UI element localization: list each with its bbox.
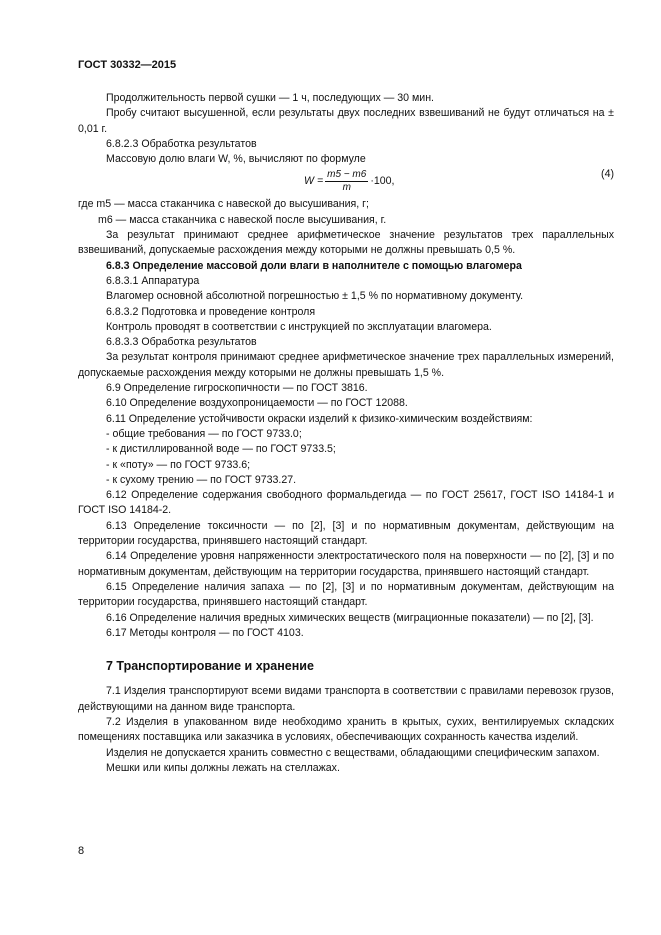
paragraph: 6.8.3.2 Подготовка и проведение контроля [106, 305, 316, 318]
paragraph: 6.14 Определение уровня напряженности электростатического поля на поверхности — по [2], [3] и по нормативным документам, действующим на территории государства, принявшего настоящий стандарт. [78, 550, 614, 578]
paragraph: Мешки или кипы должны лежать на стеллажах. [106, 761, 340, 774]
document-header: ГОСТ 30332—2015 [78, 59, 177, 71]
formula [304, 169, 394, 194]
equation-number: (4) [601, 168, 614, 181]
paragraph: 6.13 Определение токсичности — по [2], [3] и по нормативным документам, действующим на территории государства, принявшего настоящий стандарт. [78, 519, 614, 548]
paragraph: 6.8.3.1 Аппаратура [106, 274, 200, 287]
paragraph: Продолжительность первой сушки — 1 ч, последующих — 30 мин. [106, 92, 434, 104]
paragraph: 6.16 Определение наличия вредных химических веществ (миграционные показатели) — по [2], [3]. [106, 611, 594, 624]
document-body [78, 91, 614, 776]
formula-tail: ·100, [370, 175, 395, 188]
formula-numerator: m5 − m6 [327, 169, 367, 181]
section-heading: 7 Транспортирование и хранение [106, 659, 314, 674]
paragraph: Влагомер основной абсолютной погрешностью ± 1,5 % по нормативному документу. [106, 290, 524, 303]
variable-definition: m6 — масса стаканчика с навеской после высушивания, г. [98, 213, 387, 226]
paragraph: 7.2 Изделия в упакованном виде необходимо хранить в крытых, сухих, вентилируемых складских помещениях поставщика или заказчика в условиях, обеспечивающих сохранность качества изделий. [78, 715, 614, 744]
paragraph: Пробу считают высушенной, если результаты двух последних взвешиваний не будут отличаться на ± 0,01 г. [78, 107, 614, 135]
paragraph: Массовую долю влаги W, %, вычисляют по формуле [106, 153, 366, 166]
formula-denominator: m [342, 182, 351, 194]
paragraph: 6.11 Определение устойчивости окраски изделий к физико-химическим воздействиям: [106, 412, 533, 425]
paragraph: 6.10 Определение воздухопроницаемости — по ГОСТ 12088. [106, 397, 408, 410]
list-item: - общие требования — по ГОСТ 9733.0; [106, 427, 302, 440]
paragraph: 6.8.3.3 Обработка результатов [106, 336, 257, 349]
paragraph: За результат контроля принимают среднее арифметическое значение трех параллельных измерений, допускаемые расхождения между которыми не должны превышать 1,5 %. [78, 351, 614, 379]
list-item: - к дистиллированной воде — по ГОСТ 9733.5; [106, 443, 336, 456]
formula-row [78, 167, 614, 197]
paragraph: Изделия не допускается хранить совместно с веществами, обладающими специфическим запахом. [106, 746, 600, 759]
paragraph: 6.12 Определение содержания свободного формальдегида — по ГОСТ 25617, ГОСТ ISO 14184-1 и ГОСТ ISO 14184-2. [78, 489, 614, 517]
paragraph: За результат принимают среднее арифметическое значение результатов трех параллельных взвешиваний, допускаемые расхождения между которыми не должны превышать 0,5 %. [78, 229, 614, 257]
paragraph: 6.8.2.3 Обработка результатов [106, 137, 257, 150]
list-item: - к «поту» — по ГОСТ 9733.6; [106, 458, 251, 471]
list-item: - к сухому трению — по ГОСТ 9733.27. [106, 473, 297, 486]
paragraph: 7.1 Изделия транспортируют всеми видами транспорта в соответствии с правилами перевозок грузов, действующими на данном виде транспорта. [78, 685, 614, 713]
paragraph: Контроль проводят в соответствии с инструкцией по эксплуатации влагомера. [106, 320, 492, 333]
variable-definition: где m5 — масса стаканчика с навеской до высушивания, г; [78, 198, 369, 211]
formula-fraction [325, 169, 368, 194]
paragraph: 6.17 Методы контроля — по ГОСТ 4103. [106, 626, 304, 639]
formula-lhs: W = [304, 175, 324, 188]
page-number: 8 [78, 845, 85, 857]
paragraph: 6.9 Определение гигроскопичности — по ГОСТ 3816. [106, 382, 368, 395]
subsection-heading: 6.8.3 Определение массовой доли влаги в наполнителе с помощью влагомера [106, 259, 522, 272]
paragraph: 6.15 Определение наличия запаха — по [2], [3] и по нормативным документам, действующим на территории государства, принявшего настоящий стандарт. [78, 580, 614, 609]
